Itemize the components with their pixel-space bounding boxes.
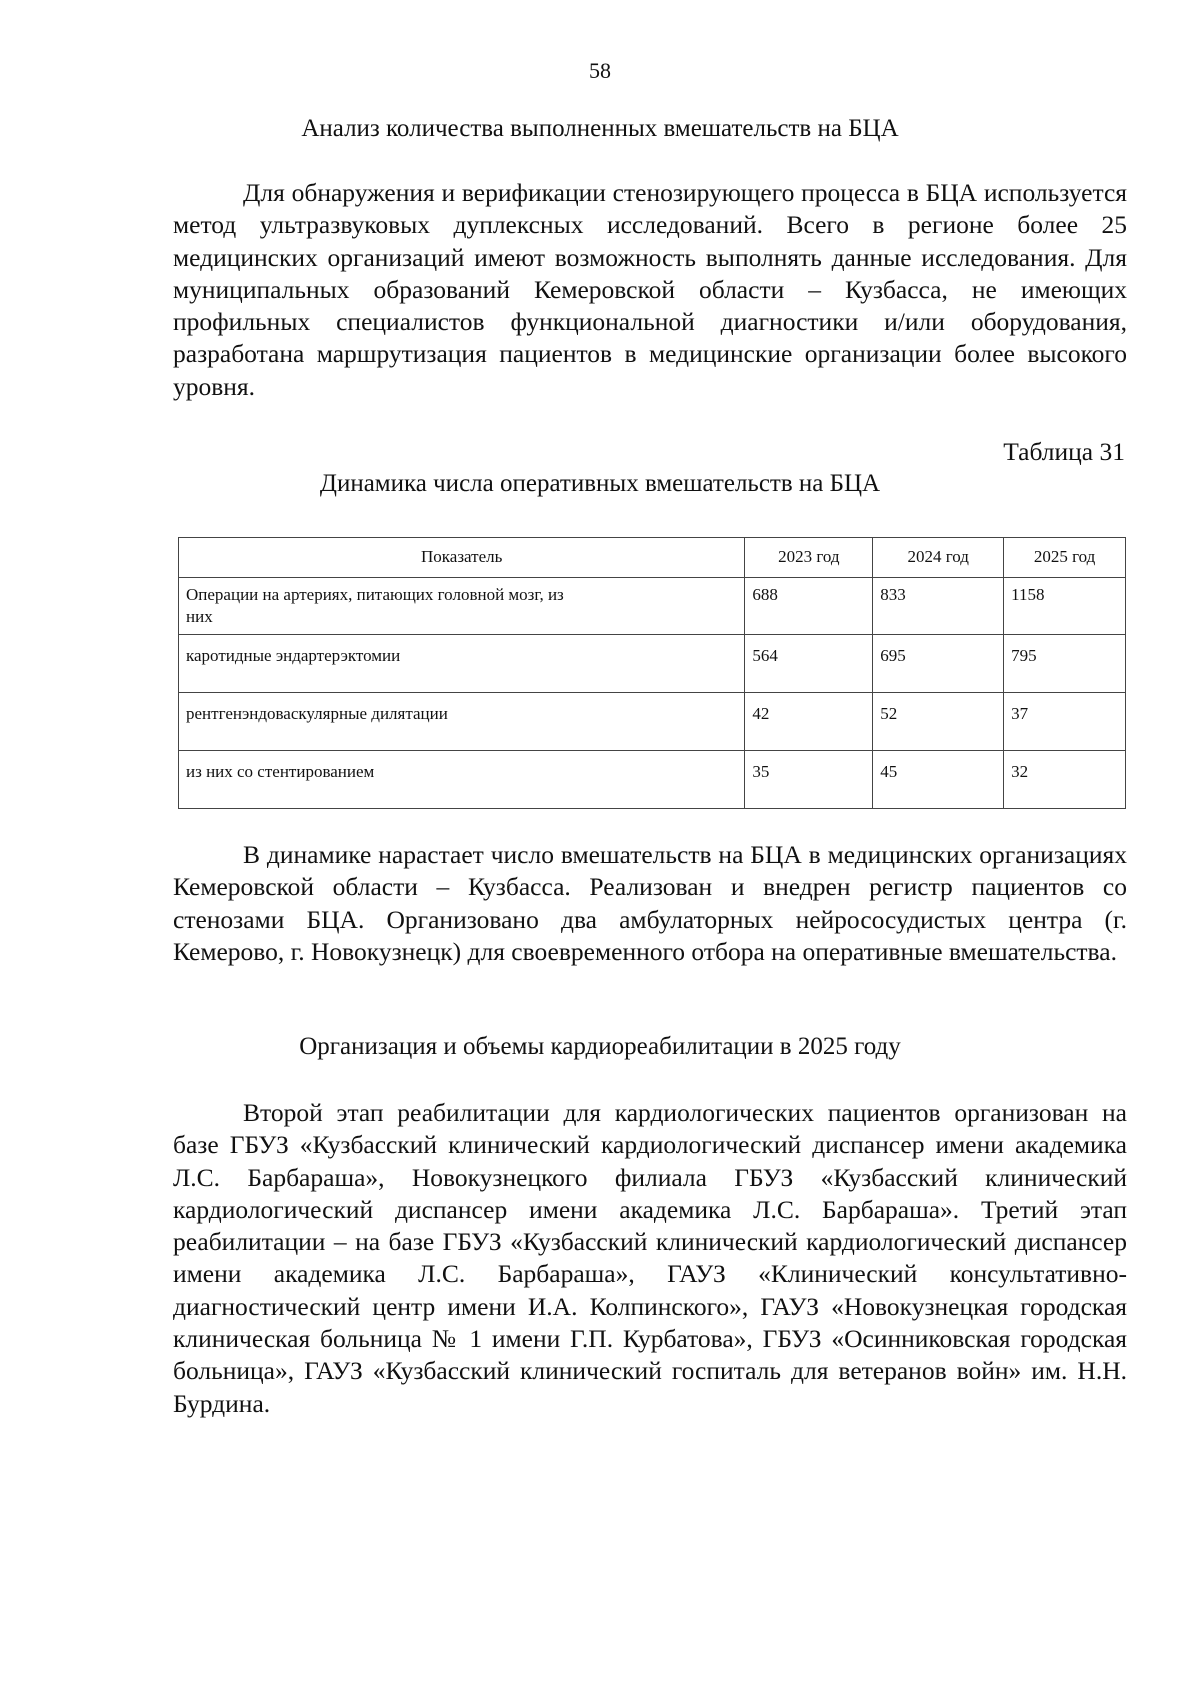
header-2024: 2024 год [873, 538, 1004, 578]
paragraph-diagnostics: Для обнаружения и верификации стенозирующего процесса в БЦА используется метод ультразвуковых дуплексных исследований. Всего в регионе более 25 медицинских организаций имеют возможность выполнять данные исследования. Для муниципальных образований Кемеровской области – Кузбасса, не имеющих профильных специалистов функциональной диагностики и/или оборудования, разработана маршрутизация пациентов в медицинские организации более высокого уровня. [173, 178, 1127, 401]
header-2025: 2025 год [1004, 538, 1126, 578]
table-caption: Динамика числа оперативных вмешательств на БЦА [319, 470, 881, 497]
table-row [179, 693, 1126, 751]
section-heading-cardio-rehab: Организация и объемы кардиореабилитации в 2025 году [299, 1033, 901, 1060]
table-row [179, 578, 1126, 635]
row-indicator: Операции на артериях, питающих головной мозг, из них [179, 578, 745, 635]
table-row [179, 751, 1126, 809]
interventions-table [178, 537, 1126, 809]
row-indicator: из них со стентированием [179, 751, 745, 809]
cell-2023: 42 [745, 693, 873, 751]
cell-2024: 833 [873, 578, 1004, 635]
section-heading-bca-analysis: Анализ количества выполненных вмешательств на БЦА [301, 115, 899, 142]
cell-2025: 1158 [1004, 578, 1126, 635]
header-indicator: Показатель [179, 538, 745, 578]
header-2023: 2023 год [745, 538, 873, 578]
cell-2023: 564 [745, 635, 873, 693]
paragraph-dynamics: В динамике нарастает число вмешательств на БЦА в медицинских организациях Кемеровской области – Кузбасса. Реализован и внедрен регистр пациентов со стенозами БЦА. Организовано два амбулаторных нейрососудистых центра (г. Кемерово, г. Новокузнецк) для своевременного отбора на оперативные вмешательства. [173, 840, 1127, 966]
cell-2023: 688 [745, 578, 873, 635]
table-header-row [179, 538, 1126, 578]
cell-2025: 37 [1004, 693, 1126, 751]
page-number: 58 [589, 58, 611, 83]
cell-2023: 35 [745, 751, 873, 809]
row-indicator: каротидные эндартерэктомии [179, 635, 745, 693]
cell-2024: 52 [873, 693, 1004, 751]
row-indicator: рентгенэндоваскулярные дилятации [179, 693, 745, 751]
cell-2025: 795 [1004, 635, 1126, 693]
cell-2025: 32 [1004, 751, 1126, 809]
table-label: Таблица 31 [1003, 437, 1125, 466]
cell-2024: 695 [873, 635, 1004, 693]
cell-2024: 45 [873, 751, 1004, 809]
table-row [179, 635, 1126, 693]
paragraph-rehabilitation: Второй этап реабилитации для кардиологических пациентов организован на базе ГБУЗ «Кузбасский клинический кардиологический диспансер имени академика Л.С. Барбараша», Новокузнецкого филиала ГБУЗ «Кузбасский клинический кардиологический диспансер имени академика Л.С. Барбараша». Третий этап реабилитации – на базе ГБУЗ «Кузбасский клинический кардиологический диспансер имени академика Л.С. Барбараша», ГАУЗ «Клинический консультативно-диагностический центр имени И.А. Колпинского», ГАУЗ «Новокузнецкая городская клиническая больница № 1 имени Г.П. Курбатова», ГБУЗ «Осинниковская городская больница», ГАУЗ «Кузбасский клинический госпиталь для ветеранов войн» им. Н.Н. Бурдина. [173, 1098, 1127, 1418]
